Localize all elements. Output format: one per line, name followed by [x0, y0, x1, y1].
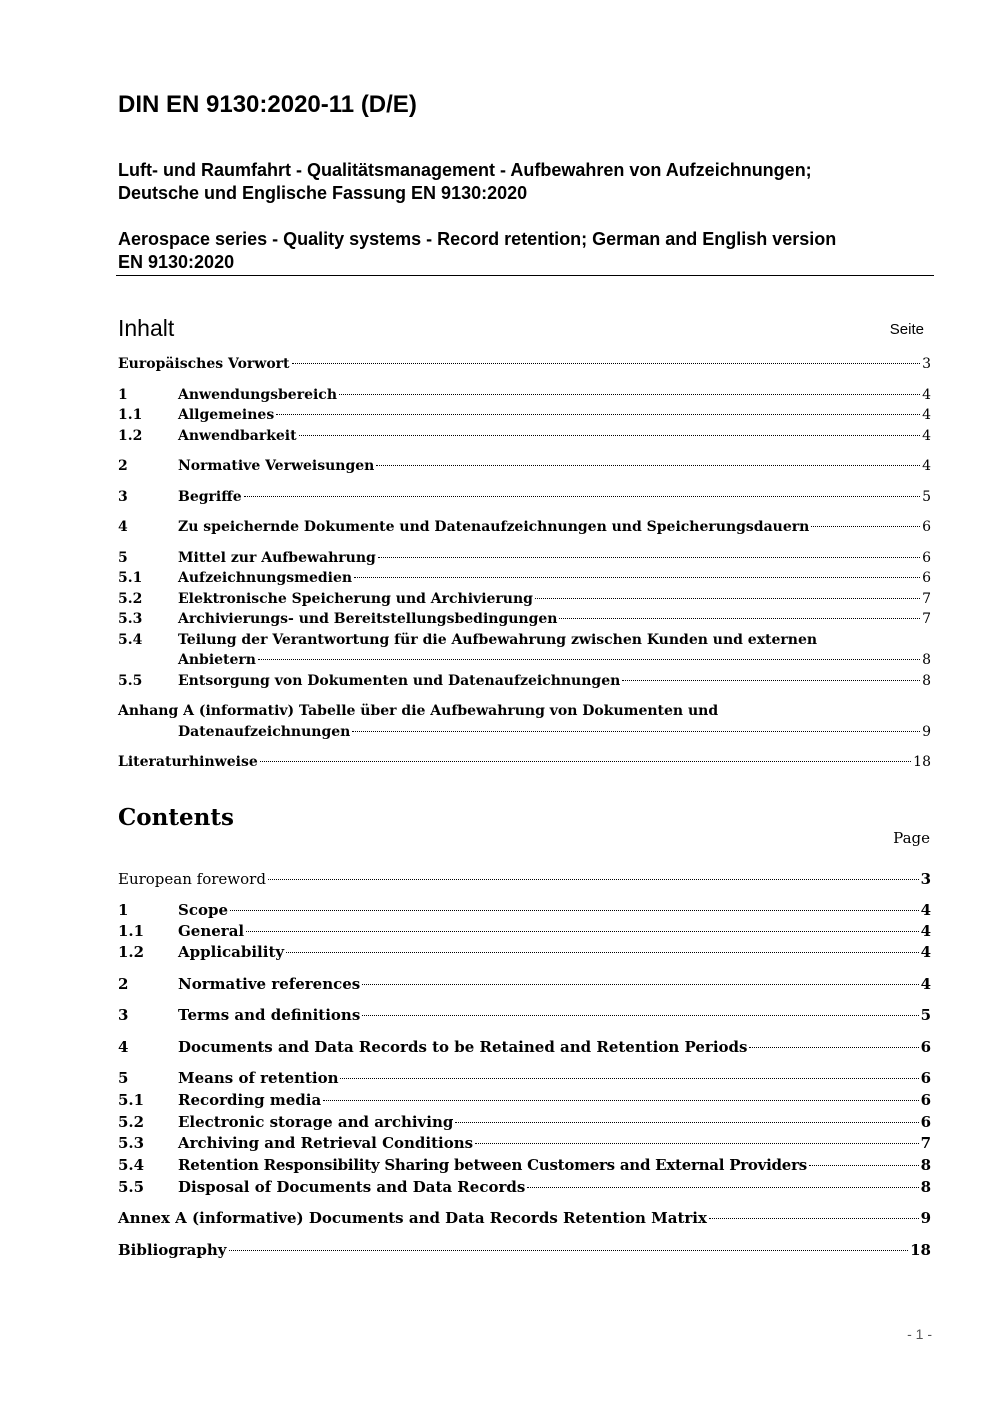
toc-entry-title: Elektronische Speicherung und Archivierung: [178, 591, 533, 607]
toc-entry-title: Allgemeines: [178, 407, 275, 423]
leader-dots: [229, 1250, 909, 1251]
toc-entry-title: Documents and Data Records to be Retained and Retention Periods: [178, 1038, 748, 1056]
toc-entry-en-1[interactable]: [118, 900, 931, 920]
toc-entry-number: 5.5: [118, 1178, 145, 1196]
toc-entry-title: Anwendungsbereich: [178, 387, 337, 403]
toc-entry-page: 4: [922, 428, 931, 444]
toc-page-label-german: Seite: [889, 321, 924, 338]
leader-dots: [455, 1122, 918, 1123]
toc-entry-page: 5: [922, 489, 931, 505]
toc-entry-en-5[interactable]: [118, 1068, 931, 1088]
toc-entry-number: 1.2: [118, 428, 143, 444]
toc-page-label-english: Page: [893, 829, 930, 847]
leader-dots: [811, 526, 920, 527]
toc-entry-en-2[interactable]: [118, 974, 931, 994]
toc-entry-number: 5.3: [118, 611, 143, 627]
leader-dots: [339, 394, 920, 395]
toc-entry-title: Teilung der Verantwortung für die Aufbewahrung zwischen Kunden und externen: [178, 632, 818, 648]
toc-entry-de-3[interactable]: [118, 487, 931, 507]
toc-entry-page: 6: [920, 1038, 931, 1056]
toc-entry-title: Recording media: [178, 1091, 322, 1109]
toc-entry-en-foreword[interactable]: [118, 869, 931, 889]
toc-entry-de-2[interactable]: [118, 456, 931, 476]
leader-dots: [535, 598, 920, 599]
toc-entry-de-foreword[interactable]: [118, 354, 931, 374]
toc-entry-page: 3: [920, 870, 931, 888]
toc-entry-en-4[interactable]: [118, 1037, 931, 1057]
leader-dots: [622, 680, 920, 681]
toc-entry-page: 9: [920, 1209, 931, 1227]
toc-entry-page: 4: [922, 458, 931, 474]
toc-entry-page: 6: [922, 570, 931, 586]
leader-dots: [286, 952, 918, 953]
toc-entry-de-annex-a-cont[interactable]: [118, 722, 931, 742]
toc-entry-page: 7: [922, 611, 931, 627]
toc-entry-de-5-4-cont[interactable]: [118, 650, 931, 670]
toc-heading-german: Inhalt: [118, 315, 175, 341]
subtitle-german: [118, 159, 938, 205]
toc-entry-de-5-5[interactable]: [118, 671, 931, 691]
toc-entry-page: 8: [922, 673, 931, 689]
toc-entry-title: Mittel zur Aufbewahrung: [178, 550, 376, 566]
toc-entry-page: 18: [910, 1241, 931, 1259]
page-number: - 1 -: [907, 1326, 932, 1342]
toc-entry-en-5-2[interactable]: [118, 1112, 931, 1132]
toc-entry-number: 5.1: [118, 570, 143, 586]
toc-entry-en-bibliography[interactable]: [118, 1240, 931, 1260]
toc-entry-title: Aufzeichnungsmedien: [178, 570, 353, 586]
toc-entry-en-1-2[interactable]: [118, 942, 931, 962]
toc-entry-title: Disposal of Documents and Data Records: [178, 1178, 526, 1196]
toc-entry-number: 1.1: [118, 407, 143, 423]
toc-entry-number: 4: [118, 519, 128, 535]
toc-entry-number: 1.2: [118, 943, 145, 961]
toc-entry-en-5-3[interactable]: [118, 1133, 931, 1153]
toc-entry-page: 6: [920, 1113, 931, 1131]
toc-entry-number: 4: [118, 1038, 129, 1056]
toc-entry-number: 5.1: [118, 1091, 145, 1109]
toc-entry-number: 1: [118, 901, 129, 919]
toc-entry-number: 3: [118, 489, 128, 505]
document-title: DIN EN 9130:2020-11 (D/E): [118, 91, 417, 118]
toc-entry-de-5-1[interactable]: [118, 568, 931, 588]
toc-entry-page: 4: [920, 975, 931, 993]
toc-entry-title: Anhang A (informativ) Tabelle über die Aufbewahrung von Dokumenten und: [118, 703, 719, 719]
subtitle-english: [118, 228, 938, 274]
toc-entry-title: Archiving and Retrieval Conditions: [178, 1134, 474, 1152]
title-divider: [116, 275, 934, 276]
leader-dots: [354, 577, 920, 578]
toc-entry-number: 2: [118, 458, 128, 474]
toc-entry-title: General: [178, 922, 245, 940]
toc-entry-title: Begriffe: [178, 489, 242, 505]
leader-dots: [362, 984, 918, 985]
leader-dots: [378, 557, 920, 558]
toc-entry-number: 3: [118, 1006, 129, 1024]
toc-entry-page: 4: [920, 922, 931, 940]
toc-entry-title: Normative Verweisungen: [178, 458, 375, 474]
toc-entry-number: 5.4: [118, 1156, 145, 1174]
leader-dots: [362, 1015, 918, 1016]
toc-entry-page: 4: [920, 901, 931, 919]
leader-dots: [292, 363, 921, 364]
leader-dots: [258, 659, 920, 660]
toc-entry-page: 6: [922, 550, 931, 566]
toc-entry-page: 5: [920, 1006, 931, 1024]
toc-entry-de-annex-a[interactable]: [118, 701, 931, 721]
toc-entry-page: 18: [913, 754, 931, 770]
leader-dots: [268, 879, 919, 880]
toc-heading-english: Contents: [118, 804, 234, 831]
toc-entry-title: Archivierungs- und Bereitstellungsbedingungen: [178, 611, 558, 627]
toc-entry-title: European foreword: [118, 870, 266, 888]
toc-entry-number: 5.3: [118, 1134, 145, 1152]
toc-entry-number: 5.2: [118, 591, 143, 607]
toc-entry-title: Scope: [178, 901, 229, 919]
toc-entry-title: Bibliography: [118, 1241, 227, 1259]
toc-entry-number: 1: [118, 387, 128, 403]
toc-entry-title-cont: Datenaufzeichnungen: [178, 724, 351, 740]
leader-dots: [299, 435, 920, 436]
toc-entry-page: 6: [922, 519, 931, 535]
toc-entry-page: 8: [920, 1156, 931, 1174]
toc-entry-title: Retention Responsibility Sharing between Customers and External Providers: [178, 1156, 807, 1174]
toc-entry-title-cont: Anbietern: [178, 652, 256, 668]
toc-entry-en-annex-a[interactable]: [118, 1208, 931, 1228]
subtitle-german-line-2: Deutsche und Englische Fassung EN 9130:2020: [118, 183, 528, 203]
toc-entry-page: 3: [922, 356, 931, 372]
toc-entry-page: 4: [920, 943, 931, 961]
toc-entry-de-bibliography[interactable]: [118, 752, 931, 772]
toc-entry-de-4[interactable]: [118, 517, 931, 537]
toc-entry-de-5[interactable]: [118, 548, 931, 568]
toc-entry-de-5-4[interactable]: [118, 630, 931, 650]
leader-dots: [709, 1218, 919, 1219]
toc-entry-page: 6: [920, 1069, 931, 1087]
toc-entry-en-5-4[interactable]: [118, 1155, 931, 1175]
leader-dots: [352, 731, 920, 732]
toc-entry-title: Zu speichernde Dokumente und Datenaufzeichnungen und Speicherungsdauern: [178, 519, 810, 535]
toc-entry-de-1-1[interactable]: [118, 405, 931, 425]
toc-entry-number: 2: [118, 975, 129, 993]
toc-entry-page: 4: [922, 407, 931, 423]
toc-entry-title: Means of retention: [178, 1069, 339, 1087]
leader-dots: [527, 1187, 918, 1188]
toc-entry-title: Normative references: [178, 975, 361, 993]
leader-dots: [475, 1143, 918, 1144]
toc-entry-title: Entsorgung von Dokumenten und Datenaufzeichnungen: [178, 673, 621, 689]
leader-dots: [260, 761, 911, 762]
leader-dots: [323, 1100, 918, 1101]
toc-entry-page: 8: [922, 652, 931, 668]
subtitle-english-line-1: Aerospace series - Quality systems - Record retention; German and English version: [118, 229, 837, 249]
leader-dots: [559, 618, 920, 619]
toc-entry-de-5-3[interactable]: [118, 609, 931, 629]
leader-dots: [246, 931, 918, 932]
toc-entry-page: 7: [922, 591, 931, 607]
toc-entry-page: 8: [920, 1178, 931, 1196]
subtitle-english-line-2: EN 9130:2020: [118, 252, 235, 272]
toc-entry-title: Annex A (informative) Documents and Data Records Retention Matrix: [118, 1209, 707, 1227]
leader-dots: [376, 465, 920, 466]
toc-entry-number: 5: [118, 550, 128, 566]
leader-dots: [809, 1165, 919, 1166]
subtitle-german-line-1: Luft- und Raumfahrt - Qualitätsmanagement - Aufbewahren von Aufzeichnungen;: [118, 160, 812, 180]
leader-dots: [749, 1047, 918, 1048]
toc-entry-title: Applicability: [178, 943, 285, 961]
toc-entry-title: Literaturhinweise: [118, 754, 258, 770]
toc-entry-de-1[interactable]: [118, 385, 931, 405]
toc-entry-en-5-5[interactable]: [118, 1177, 931, 1197]
toc-entry-number: 5.4: [118, 632, 143, 648]
toc-entry-title: Anwendbarkeit: [178, 428, 297, 444]
toc-entry-number: 5: [118, 1069, 129, 1087]
toc-entry-number: 1.1: [118, 922, 145, 940]
leader-dots: [276, 414, 920, 415]
toc-entry-title: Europäisches Vorwort: [118, 356, 290, 372]
toc-entry-en-3[interactable]: [118, 1005, 931, 1025]
toc-entry-page: 7: [920, 1134, 931, 1152]
toc-entry-page: 6: [920, 1091, 931, 1109]
toc-entry-en-5-1[interactable]: [118, 1090, 931, 1110]
toc-entry-title: Electronic storage and archiving: [178, 1113, 454, 1131]
toc-entry-number: 5.5: [118, 673, 143, 689]
toc-entry-number: 5.2: [118, 1113, 145, 1131]
toc-entry-de-1-2[interactable]: [118, 426, 931, 446]
toc-entry-de-5-2[interactable]: [118, 589, 931, 609]
leader-dots: [230, 910, 919, 911]
toc-entry-en-1-1[interactable]: [118, 921, 931, 941]
toc-entry-title: Terms and definitions: [178, 1006, 361, 1024]
leader-dots: [340, 1078, 918, 1079]
leader-dots: [244, 496, 920, 497]
toc-entry-page: 4: [922, 387, 931, 403]
toc-entry-page: 9: [922, 724, 931, 740]
